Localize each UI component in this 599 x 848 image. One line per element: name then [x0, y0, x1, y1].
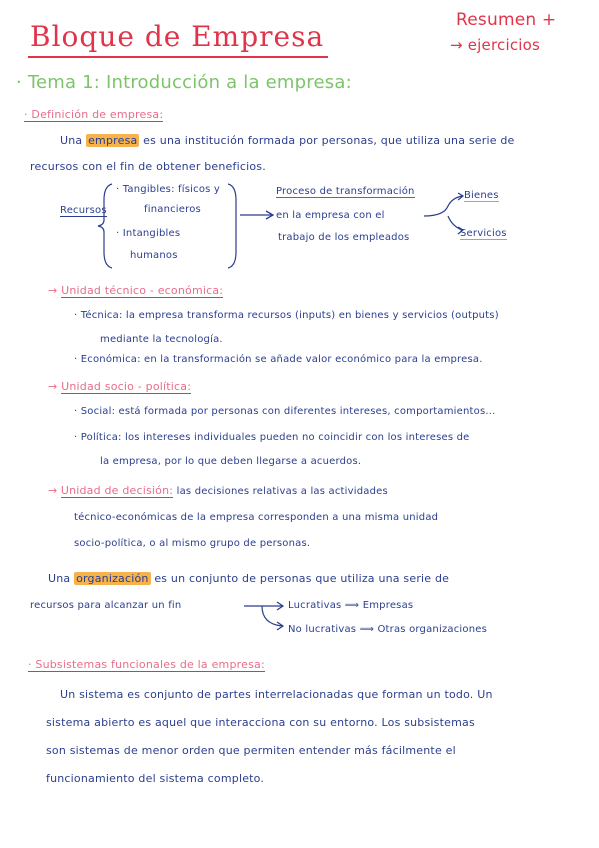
unidad-socio-heading — [48, 380, 191, 393]
subsistemas-line-3: son sistemas de menor orden que permiten entender más fácilmente el — [46, 744, 456, 757]
output-servicios — [460, 228, 507, 239]
proceso-line-1 — [276, 186, 415, 197]
output-bienes-text: Bienes — [464, 190, 499, 201]
unidad-tecnico-line-3: · Económica: en la transformación se añade valor económico para la empresa. — [74, 354, 483, 365]
organizacion-line-1 — [48, 572, 449, 585]
proceso-line-1-text: Proceso de transformación — [276, 186, 415, 197]
arrow-marker: → — [48, 284, 58, 297]
recursos-brace-right — [226, 180, 240, 270]
definicion-post: es una institución formada por personas, que utiliza una serie de — [143, 134, 515, 147]
recursos-brace-left — [98, 180, 118, 270]
unidad-tecnico-line-1: · Técnica: la empresa transforma recursos (inputs) en bienes y servicios (outputs) — [74, 310, 499, 321]
recursos-item-3: · Intangibles — [116, 228, 181, 239]
unidad-socio-line-2: · Política: los intereses individuales pueden no coincidir con los intereses de — [74, 432, 470, 443]
output-servicios-text: Servicios — [460, 228, 507, 239]
subsistemas-line-2: sistema abierto es aquel que interacciona con su entorno. Los subsistemas — [46, 716, 475, 729]
definicion-pre: Una — [60, 134, 83, 147]
organizacion-highlight: organización — [76, 572, 149, 585]
unidad-tecnico-heading-text: Unidad técnico - económica: — [61, 284, 224, 297]
arrow-marker: → — [48, 484, 58, 497]
definicion-heading-text: · Definición de empresa: — [24, 108, 164, 121]
definicion-line-2: recursos con el fin de obtener beneficios. — [30, 160, 266, 173]
section-title: · Tema 1: Introducción a la empresa: — [16, 72, 352, 93]
subsistemas-heading — [28, 658, 265, 671]
empresa-highlight: empresa — [88, 134, 138, 147]
unidad-decision-heading: Unidad de decisión: — [60, 484, 174, 497]
organizacion-branch-2: No lucrativas ⟹ Otras organizaciones — [288, 624, 488, 635]
unidad-decision-line-3: socio-política, o al mismo grupo de personas. — [74, 538, 311, 549]
subsistemas-line-4: funcionamiento del sistema completo. — [46, 772, 265, 785]
organizacion-post: es un conjunto de personas que utiliza una serie de — [154, 572, 450, 585]
output-bienes — [464, 190, 499, 201]
unidad-socio-heading-text: Unidad socio - política: — [61, 380, 192, 393]
subsistemas-heading-text: · Subsistemas funcionales de la empresa: — [28, 658, 265, 671]
organizacion-branch-1: Lucrativas ⟹ Empresas — [288, 600, 414, 611]
recursos-label-text: Recursos — [60, 205, 107, 216]
proceso-line-2: en la empresa con el — [276, 210, 385, 221]
arrow-marker: → — [48, 380, 58, 393]
organizacion-pre: Una — [48, 572, 71, 585]
definicion-line-1 — [60, 134, 515, 147]
subtitle-line-2: → ejercicios — [450, 36, 541, 54]
page-title: Bloque de Empresa — [30, 20, 325, 53]
unidad-socio-line-1: · Social: está formada por personas con diferentes intereses, comportamientos... — [74, 406, 496, 417]
unidad-decision-line-2: técnico-económicas de la empresa corresponden a una misma unidad — [74, 512, 439, 523]
unidad-tecnico-heading — [48, 284, 223, 297]
unidad-decision-text: las decisiones relativas a las actividades — [176, 486, 388, 497]
unidad-socio-line-3: la empresa, por lo que deben llegarse a acuerdos. — [100, 456, 362, 467]
unidad-decision-line-1 — [48, 484, 388, 497]
recursos-item-1: · Tangibles: físicos y — [116, 184, 221, 195]
organizacion-split-arrow-icon — [244, 598, 288, 632]
organizacion-line-2: recursos para alcanzar un fin — [30, 600, 182, 611]
recursos-item-4: humanos — [130, 250, 178, 261]
title-underline — [28, 56, 328, 58]
subsistemas-line-1: Un sistema es conjunto de partes interrelacionadas que forman un todo. Un — [60, 688, 493, 701]
arrow-to-proceso-icon — [240, 210, 276, 220]
proceso-line-3: trabajo de los empleados — [278, 232, 410, 243]
definicion-heading — [24, 108, 163, 121]
unidad-tecnico-line-2: mediante la tecnología. — [100, 334, 223, 345]
subtitle-line-1: Resumen + — [456, 10, 557, 30]
recursos-item-2: financieros — [144, 204, 201, 215]
